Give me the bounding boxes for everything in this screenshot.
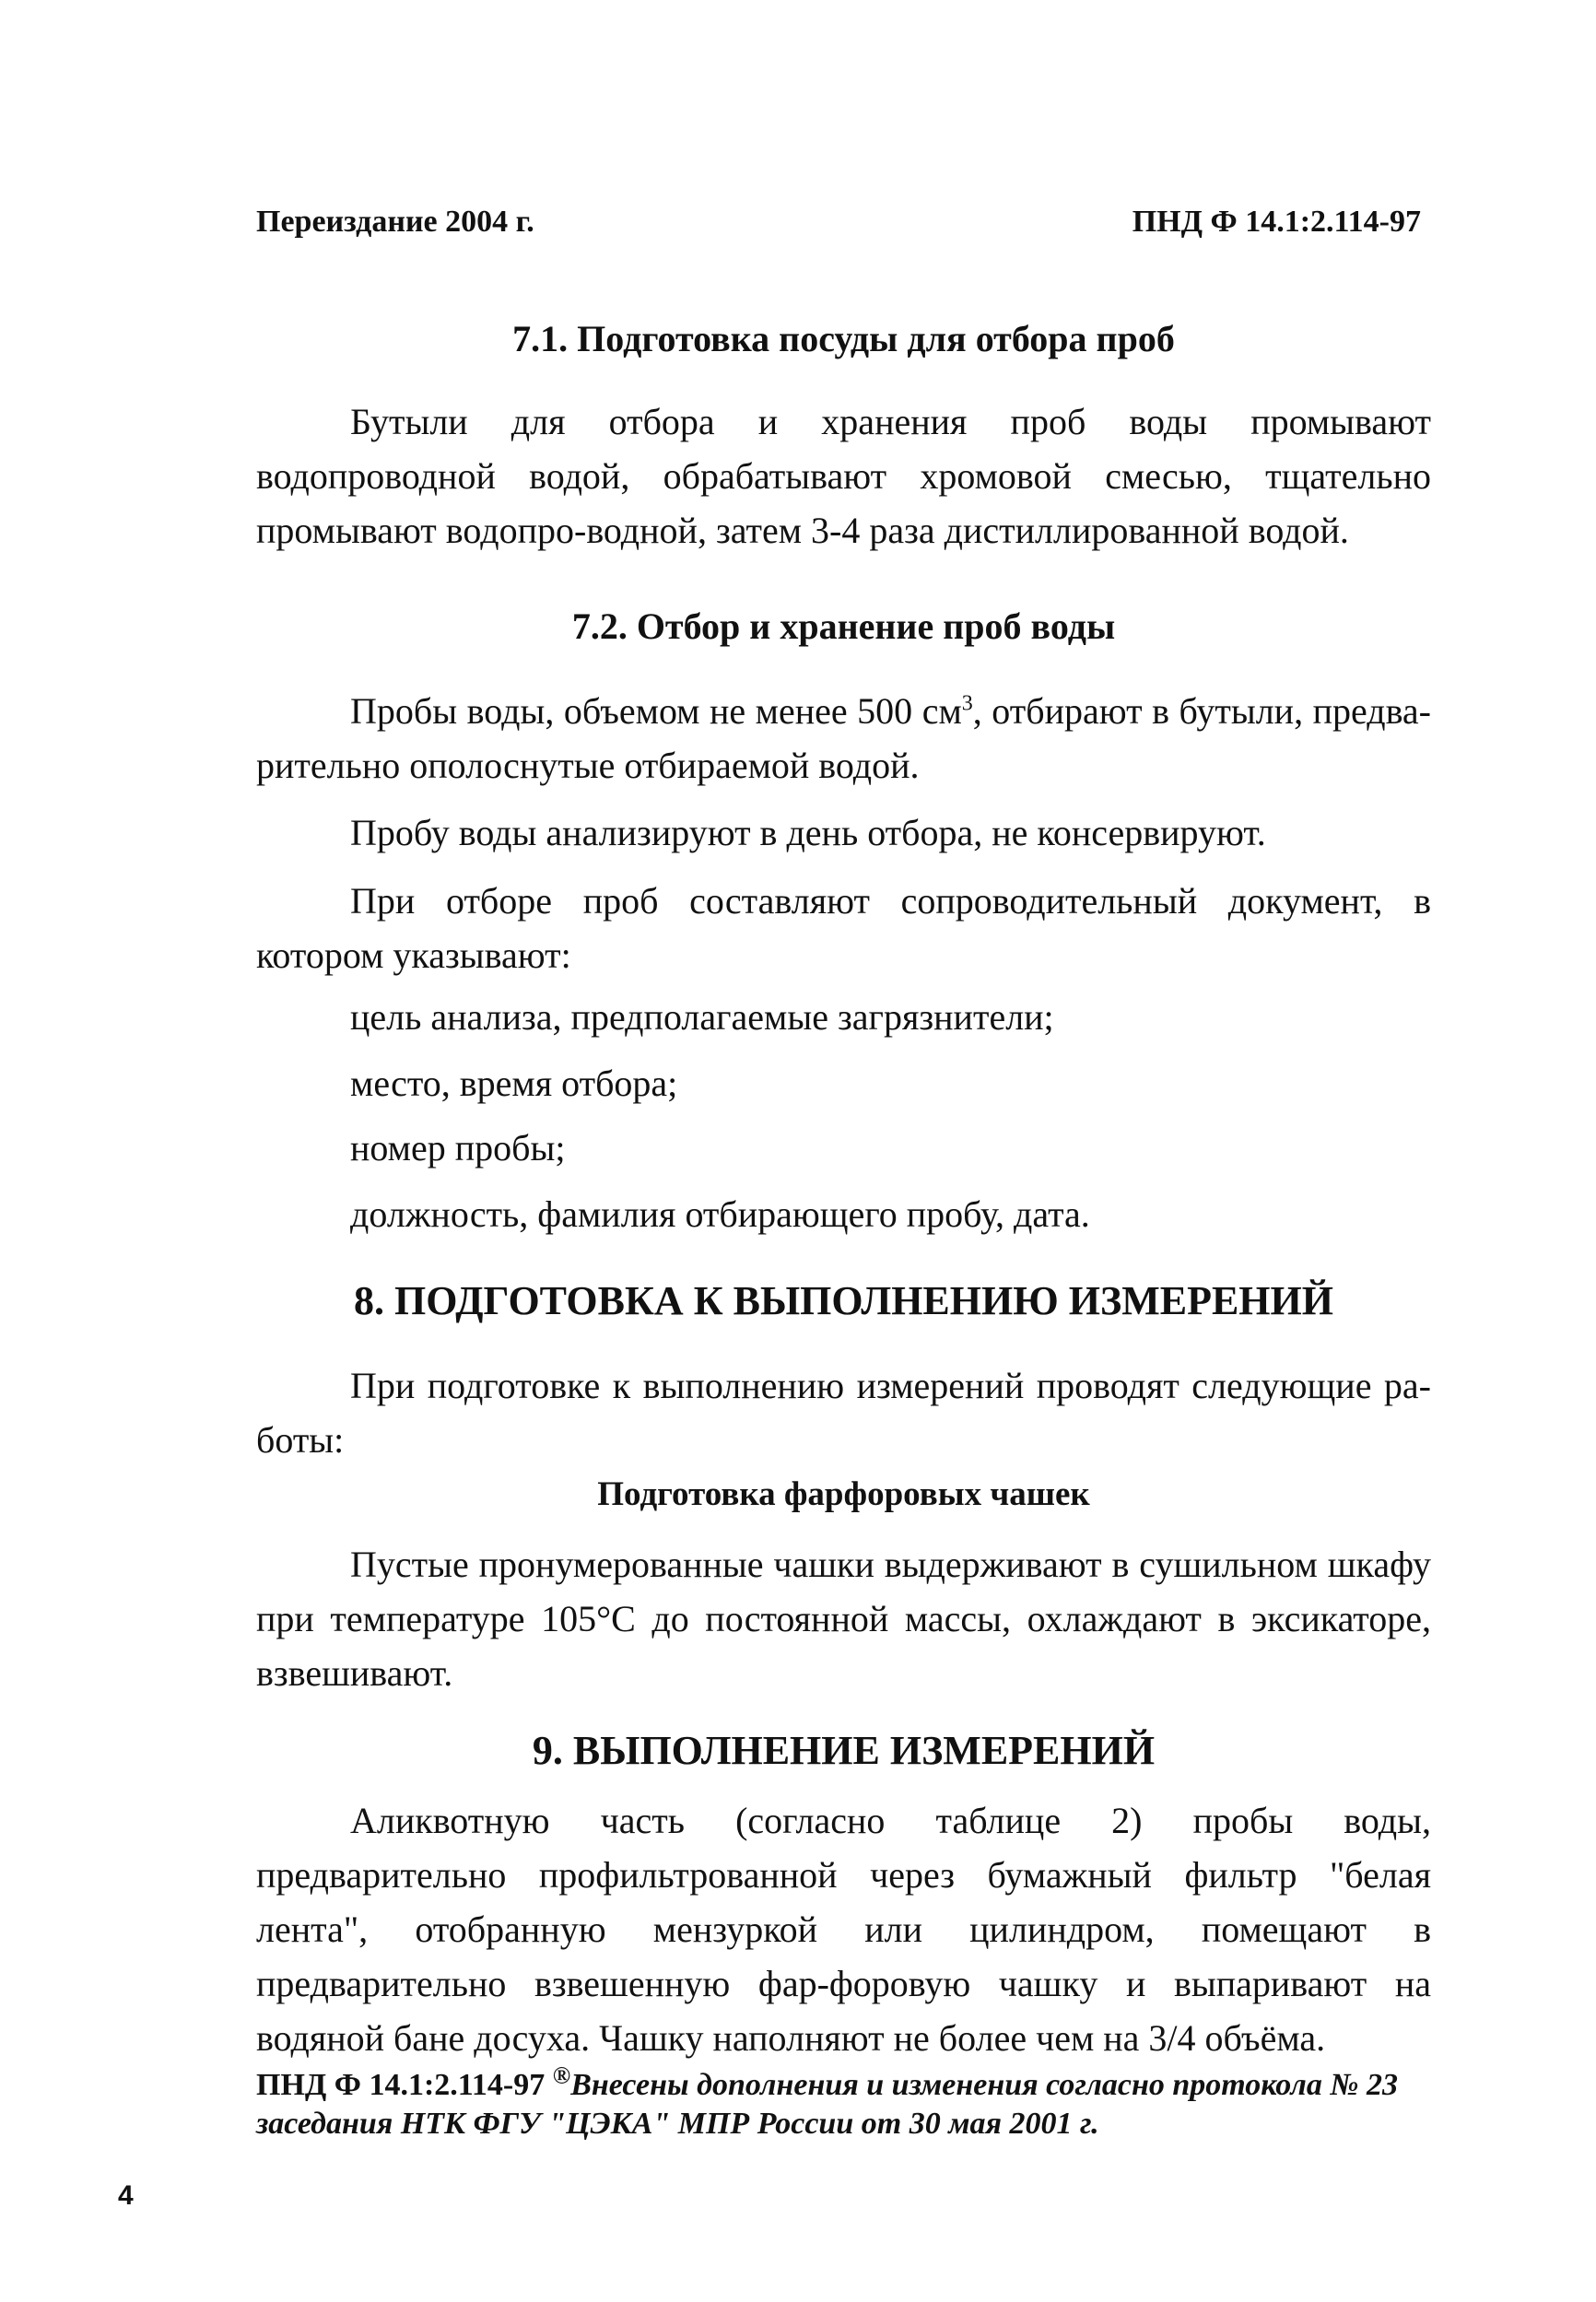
page-number: 4 — [118, 2180, 134, 2211]
section-7-2-paragraph-3: При отборе проб составляют сопроводительный документ, в котором указывают: — [256, 880, 1431, 976]
list-item: должность, фамилия отбирающего пробу, дата. — [350, 1193, 1090, 1235]
header-edition: Переиздание 2004 г. — [256, 205, 534, 239]
list-item: место, время отбора; — [350, 1063, 678, 1104]
footnote-text: Внесены дополнения и изменения согласно протокола № 23 заседания НТК ФГУ "ЦЭКА" МПР России от 30 мая 2001 г. — [256, 2068, 1398, 2141]
superscript: 3 — [961, 691, 973, 716]
section-8-title: 8. ПОДГОТОВКА К ВЫПОЛНЕНИЮ ИЗМЕРЕНИЙ — [354, 1278, 1333, 1323]
registered-mark-icon: ® — [552, 2061, 571, 2089]
section-9-title: 9. ВЫПОЛНЕНИЕ ИЗМЕРЕНИЙ — [532, 1728, 1156, 1773]
section-8-paragraph-2: Пустые пронумерованные чашки выдерживают в сушильном шкафу при температуре 105°С до постоянной массы, охлаждают в эксикаторе, взвешивают. — [256, 1544, 1431, 1694]
para-text-b: , отбирают в бутыли, предва-рительно ополоснутые отбираемой водой. — [256, 690, 1432, 786]
list-item: цель анализа, предполагаемые загрязнители; — [350, 996, 1054, 1038]
footnote-code: ПНД Ф 14.1:2.114-97 — [256, 2068, 546, 2102]
section-7-2-paragraph-1 — [256, 684, 1431, 793]
section-7-1-paragraph: Бутыли для отбора и хранения проб воды промывают водопроводной водой, обрабатывают хромовой смесью, тщательно промывают водопро-водной, затем 3-4 раза дистиллированной водой. — [256, 401, 1431, 551]
section-9-paragraph: Аликвотную часть (согласно таблице 2) пробы воды, предварительно профильтрованной через бумажный фильтр "белая лента", отобранную мензуркой или цилиндром, помещают в предварительно взвешенную фар-форовую чашку и выпаривают на водяной бане досуха. Чашку наполняют не более чем на 3/4 объёма. — [256, 1800, 1431, 2059]
footnote — [256, 2061, 1431, 2143]
para-text-a: Пробы воды, объемом не менее 500 см — [350, 690, 962, 732]
section-7-1-title: 7.1. Подготовка посуды для отбора проб — [512, 318, 1175, 359]
list-item: номер пробы; — [350, 1127, 566, 1169]
section-8-subtitle: Подготовка фарфоровых чашек — [597, 1475, 1090, 1513]
section-7-2-title: 7.2. Отбор и хранение проб воды — [571, 605, 1116, 647]
section-8-paragraph: При подготовке к выполнению измерений проводят следующие ра-боты: — [256, 1365, 1431, 1461]
header-doc-code: ПНД Ф 14.1:2.114-97 — [1132, 205, 1421, 239]
section-7-2-paragraph-2: Пробу воды анализируют в день отбора, не консервируют. — [350, 812, 1266, 853]
